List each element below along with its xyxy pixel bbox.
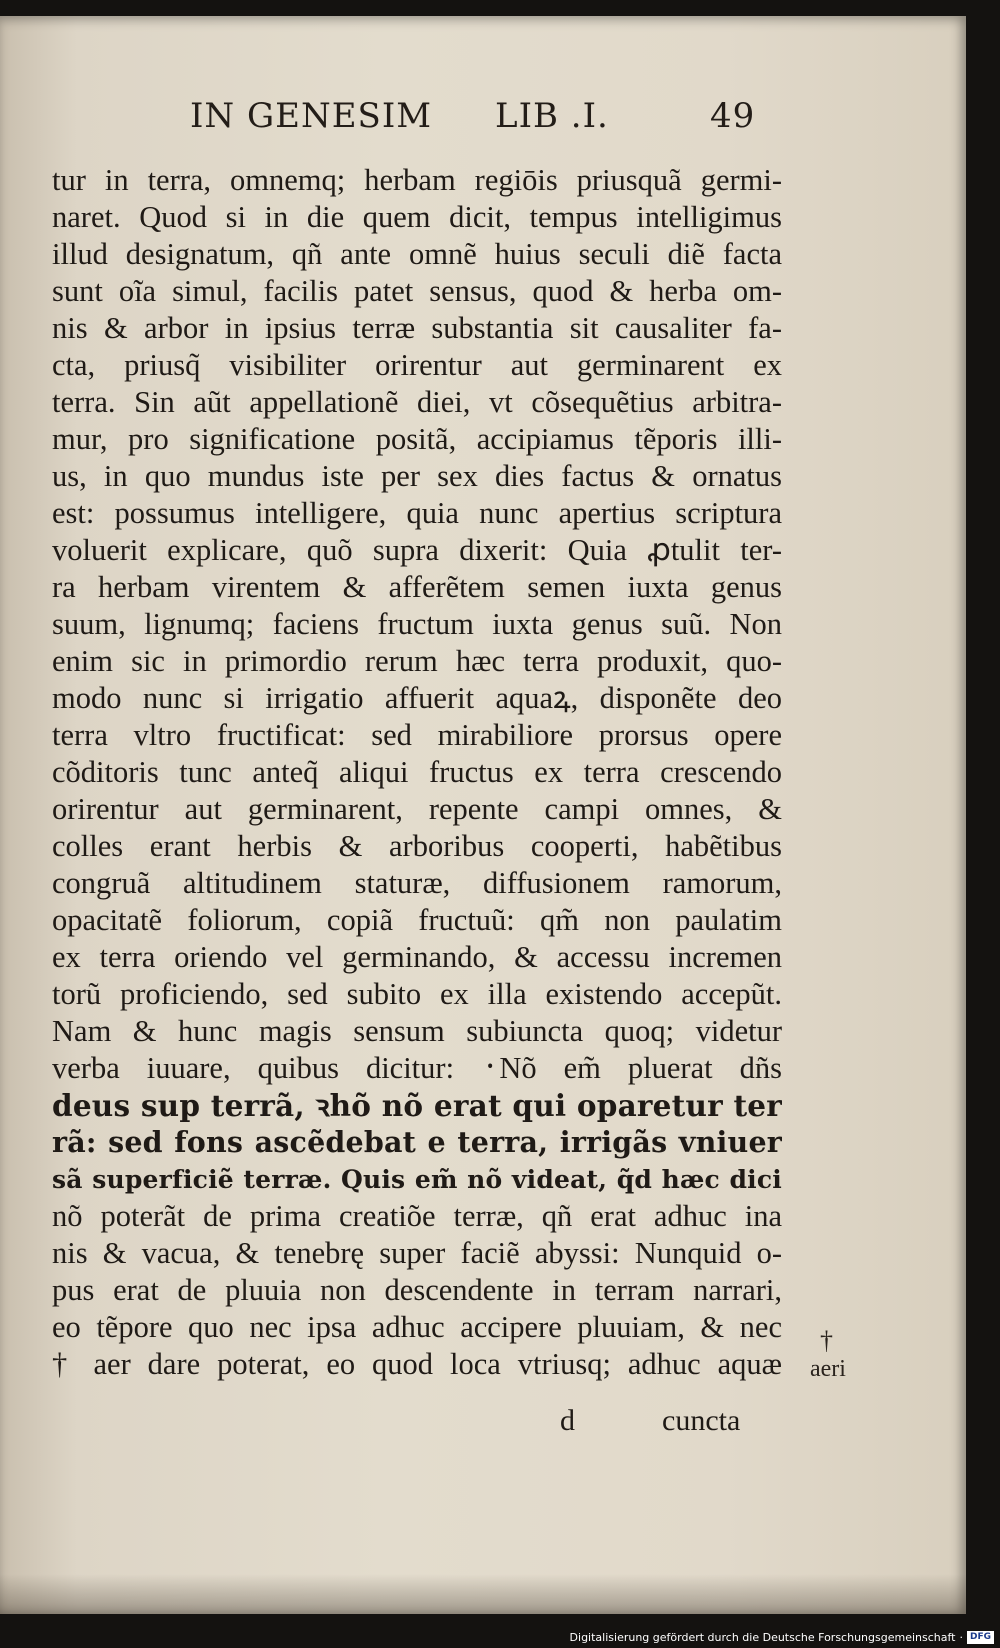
text-line: orirentur aut germinarent, repente campi omnes, & <box>52 792 782 826</box>
text-line: enim sic in primordio rerum hæc terra produxit, quo- <box>52 644 782 678</box>
text-line: Nam & hunc magis sensum subiuncta quoq; videtur <box>52 1014 782 1048</box>
text-line: eo tẽpore quo nec ipsa adhuc accipere pluuiam, & nec <box>52 1310 782 1344</box>
text-line: nis & arbor in ipsius terræ substantia sit causaliter fa- <box>52 311 782 345</box>
text-line: tur in terra, omnemq; herbam regiōis priusquã germi- <box>52 163 782 197</box>
signature-mark: d <box>560 1404 575 1437</box>
text-line: naret. Quod si in die quem dicit, tempus intelligimus <box>52 200 782 234</box>
text-line: terra vltro fructificat: sed mirabiliore prorsus opere <box>52 718 782 752</box>
page-number: 49 <box>710 96 756 136</box>
text-line: opacitatẽ foliorum, copiã fructuũ: qm̃ non paulatim <box>52 903 782 937</box>
text-line: deus sup terrã, ꝛhõ nõ erat qui oparetur ter <box>52 1088 782 1123</box>
text-line: ex terra oriendo vel germinando, & accessu incremen <box>52 940 782 974</box>
digitization-credit: Digitalisierung gefördert durch die Deutsche Forschungsgemeinschaft · DFG <box>570 1631 994 1644</box>
text-line: verba iuuare, quibus dicitur: ᛫Nõ em̃ pluerat dñs <box>52 1051 782 1085</box>
text-line: nis & vacua, & tenebrę super faciẽ abyssi: Nunquid o- <box>52 1236 782 1270</box>
running-head <box>190 96 790 146</box>
text-line: congruã altitudinem staturæ, diffusionem ramorum, <box>52 866 782 900</box>
text-line: nõ poterãt de prima creatiõe terræ, qñ erat adhuc ina <box>52 1199 782 1233</box>
text-line: ra herbam virentem & afferẽtem semen iuxta genus <box>52 570 782 604</box>
text-line: pus erat de pluuia non descendente in terram narrari, <box>52 1273 782 1307</box>
text-line: cõditoris tunc anteq̃ aliqui fructus ex terra crescendo <box>52 755 782 789</box>
credit-text: Digitalisierung gefördert durch die Deutsche Forschungsgemeinschaft <box>569 1631 956 1644</box>
dfg-logo: DFG <box>967 1631 994 1644</box>
text-line: cta, priusq̃ visibiliter orirentur aut germinarent ex <box>52 348 782 382</box>
marginal-mark: † <box>820 1326 833 1355</box>
text-line: mur, pro significatione positã, accipiamus tẽporis illi- <box>52 422 782 456</box>
text-line: us, in quo mundus iste per sex dies factus & ornatus <box>52 459 782 493</box>
running-head-book: LIB .I. <box>495 96 609 136</box>
text-line: voluerit explicare, quõ supra dixerit: Quia ꝓtulit ter- <box>52 533 782 567</box>
catchword: cuncta <box>662 1404 741 1437</box>
text-line: colles erant herbis & arboribus cooperti, habẽtibus <box>52 829 782 863</box>
body-text-block <box>52 162 782 1383</box>
text-line: sunt oĩa simul, facilis patet sensus, quod & herba om- <box>52 274 782 308</box>
text-line: sã superficiẽ terræ. Quis em̃ nõ videat, q̃d hæc dici <box>52 1165 782 1194</box>
text-line: est: possumus intelligere, quia nunc apertius scriptura <box>52 496 782 530</box>
marginal-note: aeri <box>810 1356 846 1382</box>
text-line: modo nunc si irrigatio affuerit aquaꝝ, disponẽte deo <box>52 681 782 715</box>
running-head-title: IN GENESIM <box>190 96 433 136</box>
text-line: terra. Sin aũt appellationẽ diei, vt cõsequẽtius arbitra- <box>52 385 782 419</box>
text-line: rã: sed fons ascẽdebat e terra, irrigãs vniuer <box>52 1125 782 1159</box>
text-line: illud designatum, qñ ante omnẽ huius seculi diẽ facta <box>52 237 782 271</box>
text-line: torũ proficiendo, sed subito ex illa existendo accepũt. <box>52 977 782 1011</box>
text-line: † aer dare poterat, eo quod loca vtriusq; adhuc aquæ <box>52 1347 782 1381</box>
book-page <box>0 16 966 1614</box>
text-line: suum, lignumq; faciens fructum iuxta genus suũ. Non <box>52 607 782 641</box>
